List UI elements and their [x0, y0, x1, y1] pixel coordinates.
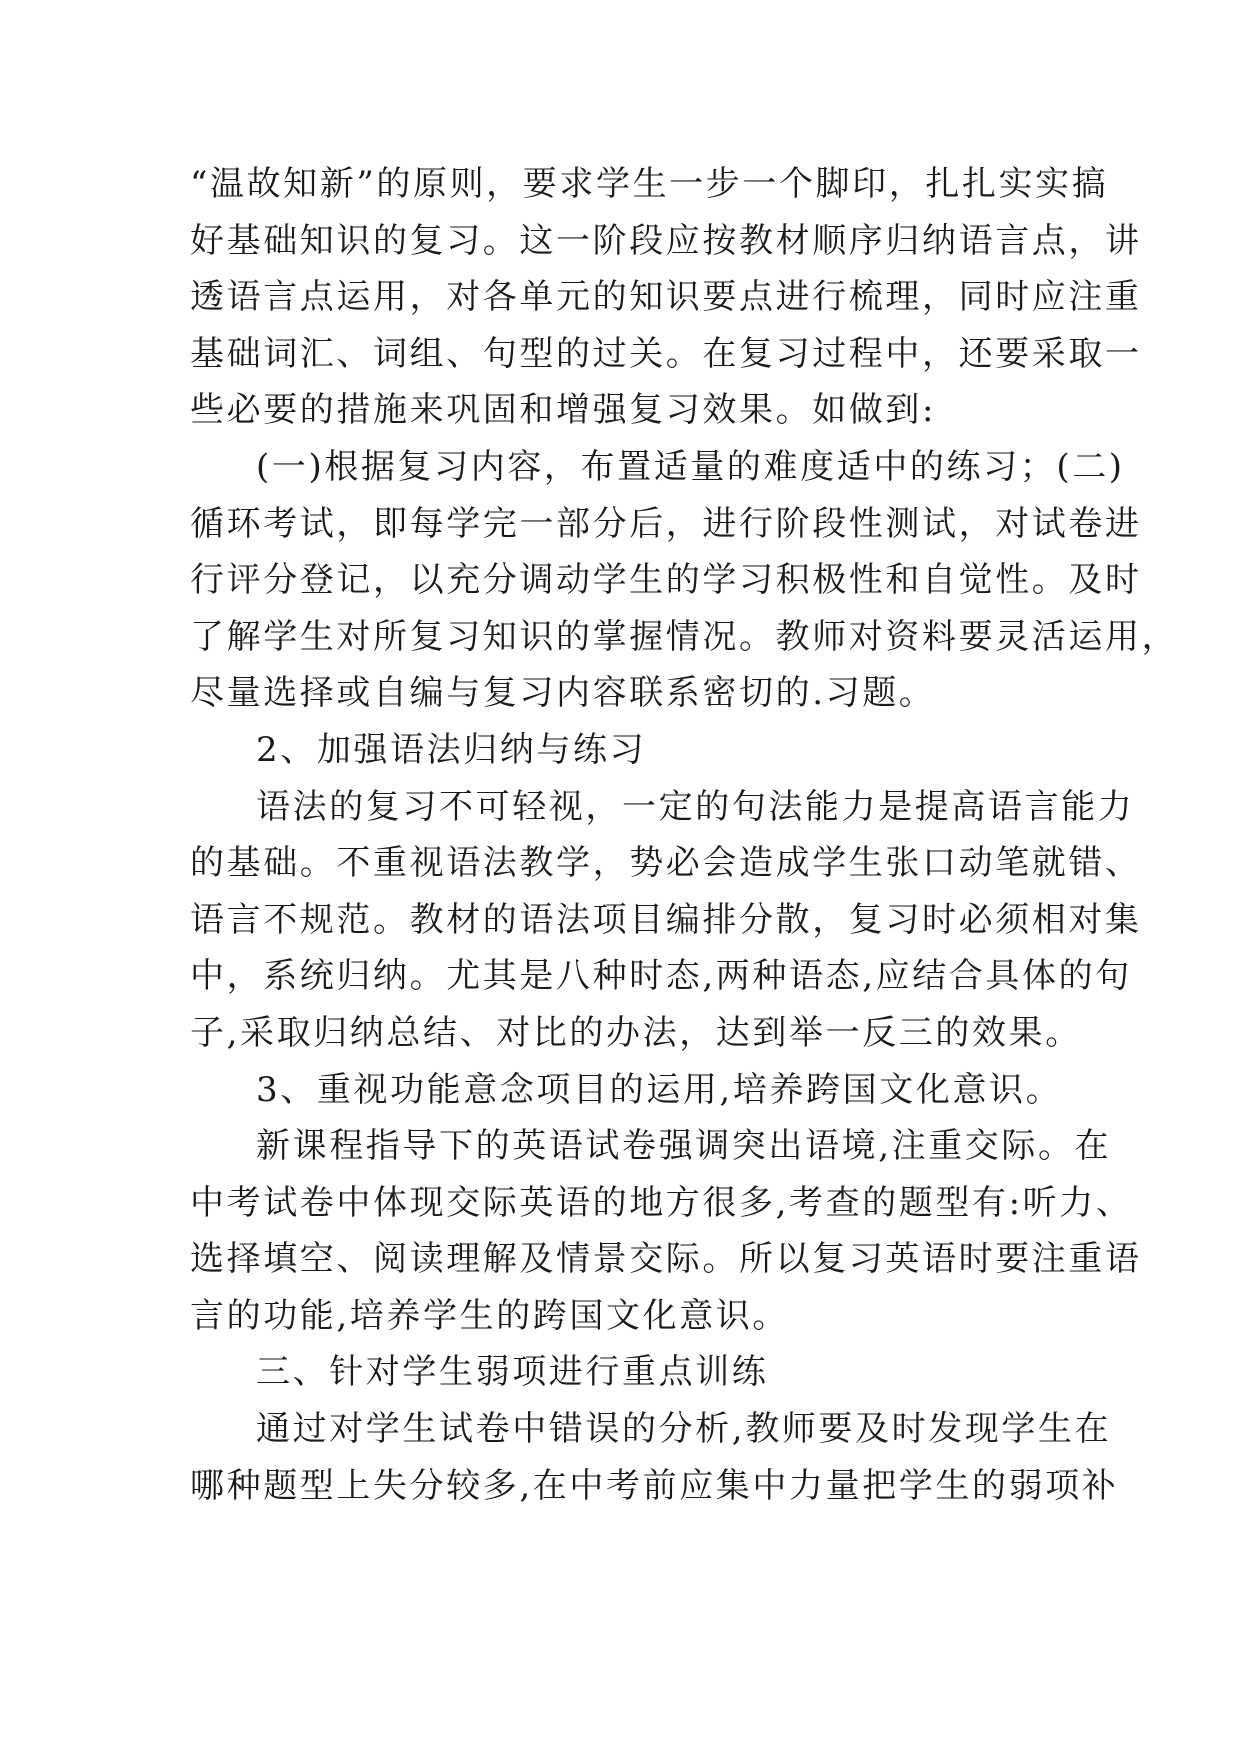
- text-line: 循环考试，即每学完一部分后，进行阶段性测试，对试卷进: [190, 503, 1142, 544]
- text-line: 了解学生对所复习知识的掌握情况。教师对资料要灵活运用，: [190, 616, 1179, 657]
- text-line: 语言不规范。教材的语法项目编排分散，复习时必须相对集: [190, 899, 1142, 940]
- text-line: 新课程指导下的英语试卷强调突出语境,注重交际。在: [256, 1126, 1112, 1167]
- text-line: 中考试卷中体现交际英语的地方很多,考查的题型有:听力、: [190, 1182, 1133, 1223]
- text-line: 好基础知识的复习。这一阶段应按教材顺序归纳语言点，讲: [190, 220, 1142, 261]
- text-line: 选择填空、阅读理解及情景交际。所以复习英语时要注重语: [190, 1239, 1142, 1280]
- body-text: [190, 156, 1179, 1514]
- text-line: 基础词汇、词组、句型的过关。在复习过程中，还要采取一: [190, 333, 1142, 374]
- text-line: 的基础。不重视语法教学，势必会造成学生张口动笔就错、: [190, 843, 1142, 884]
- text-line: 子,采取归纳总结、对比的办法，达到举一反三的效果。: [190, 1012, 1082, 1053]
- text-line: 哪种题型上失分较多,在中考前应集中力量把学生的弱项补: [190, 1465, 1119, 1506]
- text-line: 言的功能,培养学生的跨国文化意识。: [190, 1295, 790, 1336]
- text-line: (一)根据复习内容，布置适量的难度适中的练习；(二): [256, 446, 1125, 487]
- section-heading: 三、针对学生弱项进行重点训练: [256, 1352, 769, 1393]
- text-line: 行评分登记，以充分调动学生的学习积极性和自觉性。及时: [190, 560, 1142, 601]
- text-line: “温故知新”的原则，要求学生一步一个脚印，扎扎实实搞: [190, 164, 1109, 204]
- text-line: 尽量选择或自编与复习内容联系密切的.习题。: [190, 673, 936, 714]
- text-line: 语法的复习不可轻视，一定的句法能力是提高语言能力: [256, 786, 1135, 827]
- section-heading: 2、加强语法归纳与练习: [256, 729, 647, 770]
- text-line: 透语言点运用，对各单元的知识要点进行梳理，同时应注重: [190, 277, 1142, 318]
- text-line: 中，系统归纳。尤其是八种时态,两种语态,应结合具体的句: [190, 956, 1132, 997]
- text-line: 通过对学生试卷中错误的分析,教师要及时发现学生在: [256, 1409, 1112, 1450]
- section-heading: 3、重视功能意念项目的运用,培养跨国文化意识。: [256, 1069, 1063, 1110]
- text-line: 些必要的措施来巩固和增强复习效果。如做到:: [190, 390, 937, 431]
